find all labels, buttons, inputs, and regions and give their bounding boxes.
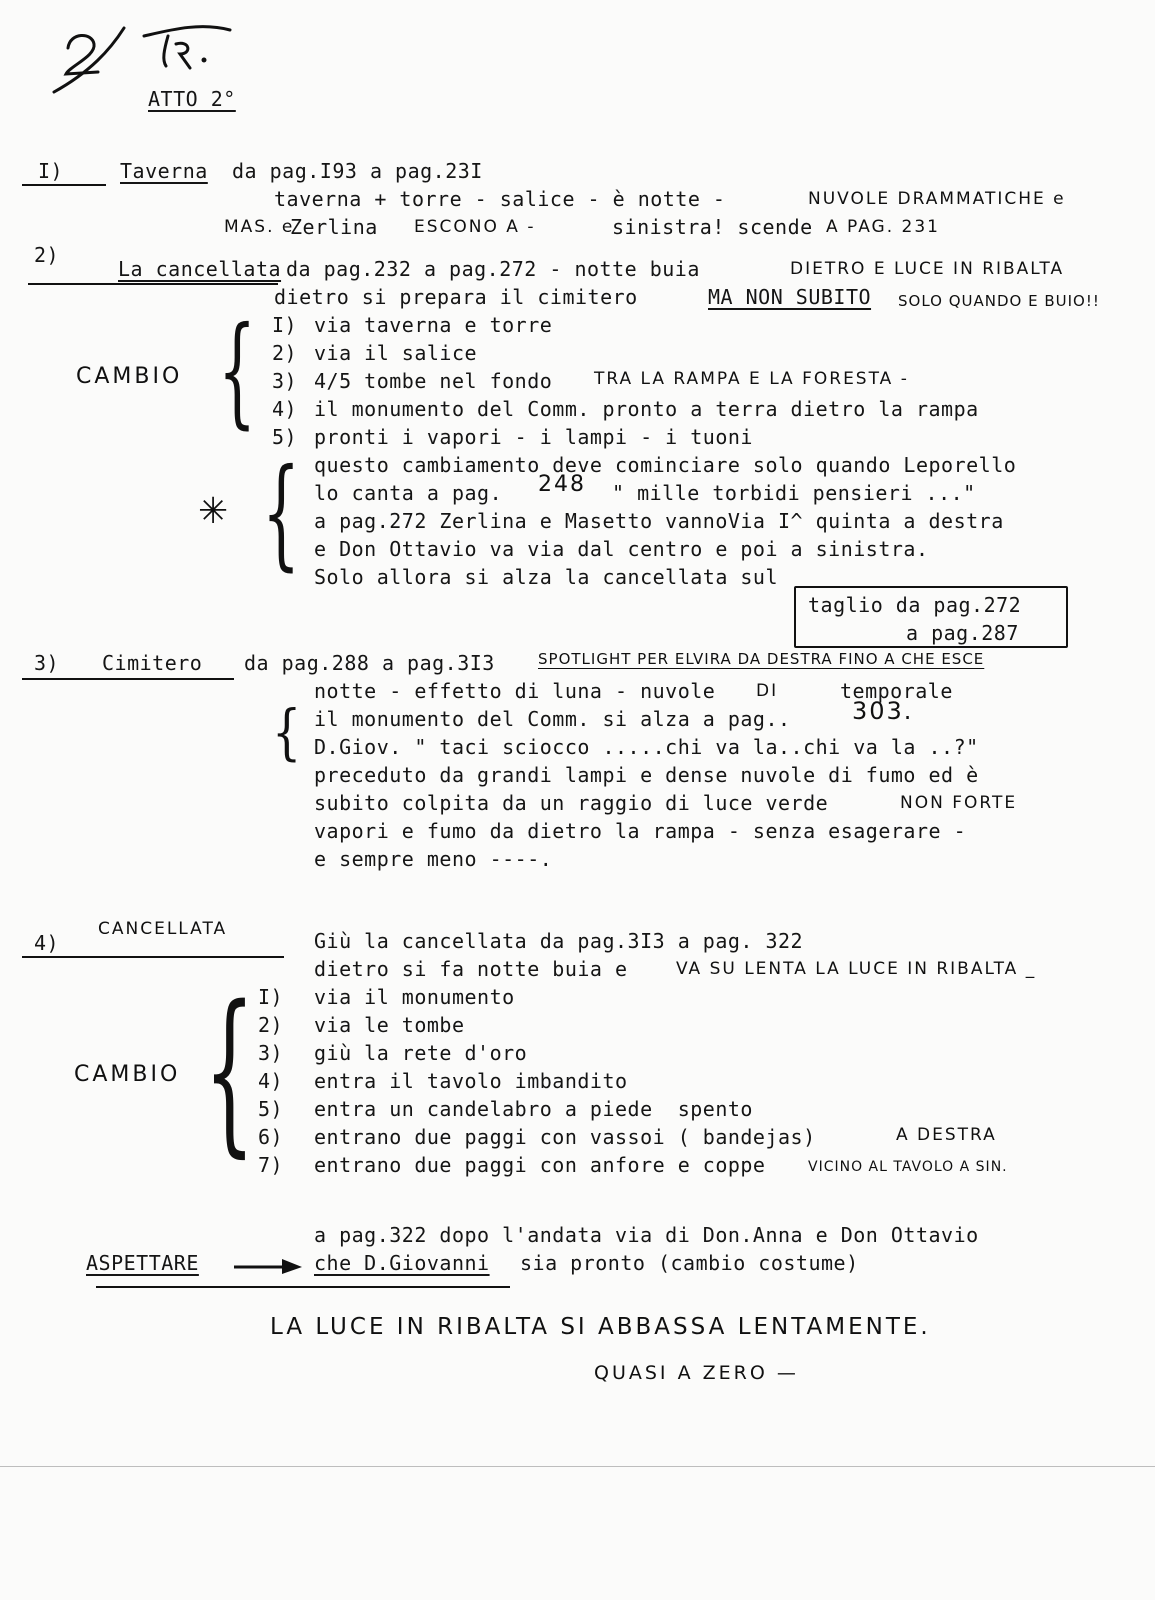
section-3-line-5: preceduto da grandi lampi e dense nuvole di fumo ed è: [314, 763, 979, 787]
footer-line-2: QUASI A ZERO —: [594, 1362, 799, 1384]
section-2-not-immediately: MA NON SUBITO: [708, 285, 872, 309]
section-4-number: 4): [34, 931, 60, 955]
section-4-light-handnote: VA SU LENTA LA LUCE IN RIBALTA _: [676, 959, 1037, 979]
section-4-item-7-text: entrano due paggi con anfore e coppe: [314, 1153, 766, 1177]
section-4-item-5-number: 5): [258, 1097, 284, 1121]
section-2-note-page-handnote: 248: [538, 472, 586, 497]
section-2-note-line-4: e Don Ottavio va via dal centro e poi a sinistra.: [314, 537, 929, 561]
section-2-item-1-text: via taverna e torre: [314, 313, 553, 337]
section-2-item-4-text: il monumento del Comm. pronto a terra dietro la rampa: [314, 397, 979, 421]
section-2-cambio-brace: {: [218, 302, 257, 442]
section-1-zerlina: Zerlina: [290, 215, 378, 239]
section-3-line-2b: temporale: [840, 679, 953, 703]
section-4-item-6-text: entrano due paggi con vassoi ( bandejas): [314, 1125, 816, 1149]
section-3-brace: {: [272, 696, 302, 767]
section-4-item-2-number: 2): [258, 1013, 284, 1037]
section-1-masetto-handnote: MAS. e: [224, 217, 295, 237]
section-3-pages: da pag.288 a pag.3I3: [244, 651, 495, 675]
section-1-scene: taverna + torre - salice - è notte -: [274, 187, 726, 211]
section-2-note-brace: {: [262, 444, 301, 584]
arrow-icon: [232, 1256, 306, 1276]
section-2-pages-handnote: DIETRO E LUCE IN RIBALTA: [790, 259, 1065, 279]
section-2-star-mark: ✳: [198, 491, 229, 532]
section-4-item-6-number: 6): [258, 1125, 284, 1149]
section-2-number: 2): [34, 243, 60, 267]
section-4-cambio-brace: {: [204, 968, 255, 1174]
section-2-item-5-text: pronti i vapori - i lampi - i tuoni: [314, 425, 753, 449]
wait-line-1: a pag.322 dopo l'andata via di Don.Anna e Don Ottavio: [314, 1223, 979, 1247]
section-3-spotlight-handnote: SPOTLIGHT PER ELVIRA DA DESTRA FINO A CHE ESCE: [538, 650, 985, 668]
section-2-note-line-3: a pag.272 Zerlina e Masetto vannoVia I^ quinta a destra: [314, 509, 1004, 533]
section-3-line-3: il monumento del Comm. si alza a pag..: [314, 707, 791, 731]
section-2-item-2-text: via il salice: [314, 341, 478, 365]
section-4-line-2: dietro si fa notte buia e: [314, 957, 628, 981]
section-1-exit-page-handnote: A PAG. 231: [826, 217, 940, 237]
section-4-item-7-handnote: VICINO AL TAVOLO A SIN.: [808, 1159, 1008, 1175]
section-2-item-2-number: 2): [272, 341, 298, 365]
section-2-cambio-label: CAMBIO: [76, 364, 183, 389]
section-4-cambio-label: CAMBIO: [74, 1062, 181, 1087]
section-3-monument-page-handnote: 303.: [852, 697, 914, 725]
section-2-note-line-2a: lo canta a pag.: [314, 481, 503, 505]
section-1-pages: da pag.I93 a pag.23I: [232, 159, 483, 183]
section-2-item-4-number: 4): [272, 397, 298, 421]
section-4-item-4-text: entra il tavolo imbandito: [314, 1069, 628, 1093]
section-1-exit-text: sinistra! scende: [612, 215, 813, 239]
section-3-rule: [22, 678, 234, 680]
section-2-item-3-handnote: TRA LA RAMPA E LA FORESTA -: [594, 369, 909, 389]
section-4-item-6-handnote: A DESTRA: [896, 1125, 997, 1145]
section-1-name: Taverna: [120, 159, 208, 183]
section-2-item-3-text: 4/5 tombe nel fondo: [314, 369, 553, 393]
act-title: ATTO 2°: [148, 87, 236, 111]
wait-line-2b: sia pronto (cambio costume): [520, 1251, 859, 1275]
section-2-pages: da pag.232 a pag.272 - notte buia: [286, 257, 700, 281]
section-2-item-1-number: I): [272, 313, 298, 337]
footer-line-1: LA LUCE IN RIBALTA SI ABBASSA LENTAMENTE.: [270, 1314, 931, 1340]
section-3-line-4: D.Giov. " taci sciocco .....chi va la..chi va la ..?": [314, 735, 979, 759]
section-2-note-line-2b: " mille torbidi pensieri ...": [612, 481, 976, 505]
section-2-prepare-text: dietro si prepara il cimitero: [274, 285, 638, 309]
section-3-line-6: subito colpita da un raggio di luce verde: [314, 791, 829, 815]
section-2-note-line-1: questo cambiamento deve cominciare solo quando Leporello: [314, 453, 1017, 477]
bottom-page-edge: [0, 1466, 1155, 1467]
section-4-line-1: Giù la cancellata da pag.3I3 a pag. 322: [314, 929, 804, 953]
section-1-number: I): [38, 159, 64, 183]
section-4-item-1-text: via il monumento: [314, 985, 515, 1009]
section-2-dark-handnote: SOLO QUANDO E BUIO!!: [898, 292, 1100, 310]
section-2-item-5-number: 5): [272, 425, 298, 449]
section-4-item-2-text: via le tombe: [314, 1013, 465, 1037]
section-3-line-7: vapori e fumo da dietro la rampa - senza esagerare -: [314, 819, 967, 843]
section-4-item-3-text: giù la rete d'oro: [314, 1041, 528, 1065]
wait-line-2a: che D.Giovanni: [314, 1251, 490, 1275]
section-1-exit-handnote: ESCONO A -: [414, 217, 536, 237]
section-2-rule: [28, 283, 278, 285]
section-3-number: 3): [34, 651, 60, 675]
section-3-line-2-handnote: DI: [756, 681, 779, 701]
wait-rule: [96, 1286, 510, 1288]
section-4-item-3-number: 3): [258, 1041, 284, 1065]
section-1-rule: [22, 184, 106, 186]
aspettare-label: ASPETTARE: [86, 1251, 199, 1275]
section-2-item-3-number: 3): [272, 369, 298, 393]
section-4-item-7-number: 7): [258, 1153, 284, 1177]
section-3-not-strong-handnote: NON FORTE: [900, 793, 1018, 813]
section-4-item-1-number: I): [258, 985, 284, 1009]
section-1-scene-handnote: NUVOLE DRAMMATICHE e: [808, 189, 1066, 209]
section-4-rule: [22, 956, 284, 958]
cut-line-2: a pag.287: [906, 621, 1019, 645]
section-2-note-line-5: Solo allora si alza la cancellata sul: [314, 565, 779, 589]
section-3-line-8: e sempre meno ----.: [314, 847, 553, 871]
section-4-item-4-number: 4): [258, 1069, 284, 1093]
cut-line-1: taglio da pag.272: [808, 593, 1022, 617]
section-3-name: Cimitero: [102, 651, 203, 675]
section-2-name: La cancellata: [118, 257, 282, 281]
section-3-line-2a: notte - effetto di luna - nuvole: [314, 679, 716, 703]
section-4-name-handnote: CANCELLATA: [98, 919, 228, 939]
section-4-item-5-text: entra un candelabro a piede spento: [314, 1097, 753, 1121]
